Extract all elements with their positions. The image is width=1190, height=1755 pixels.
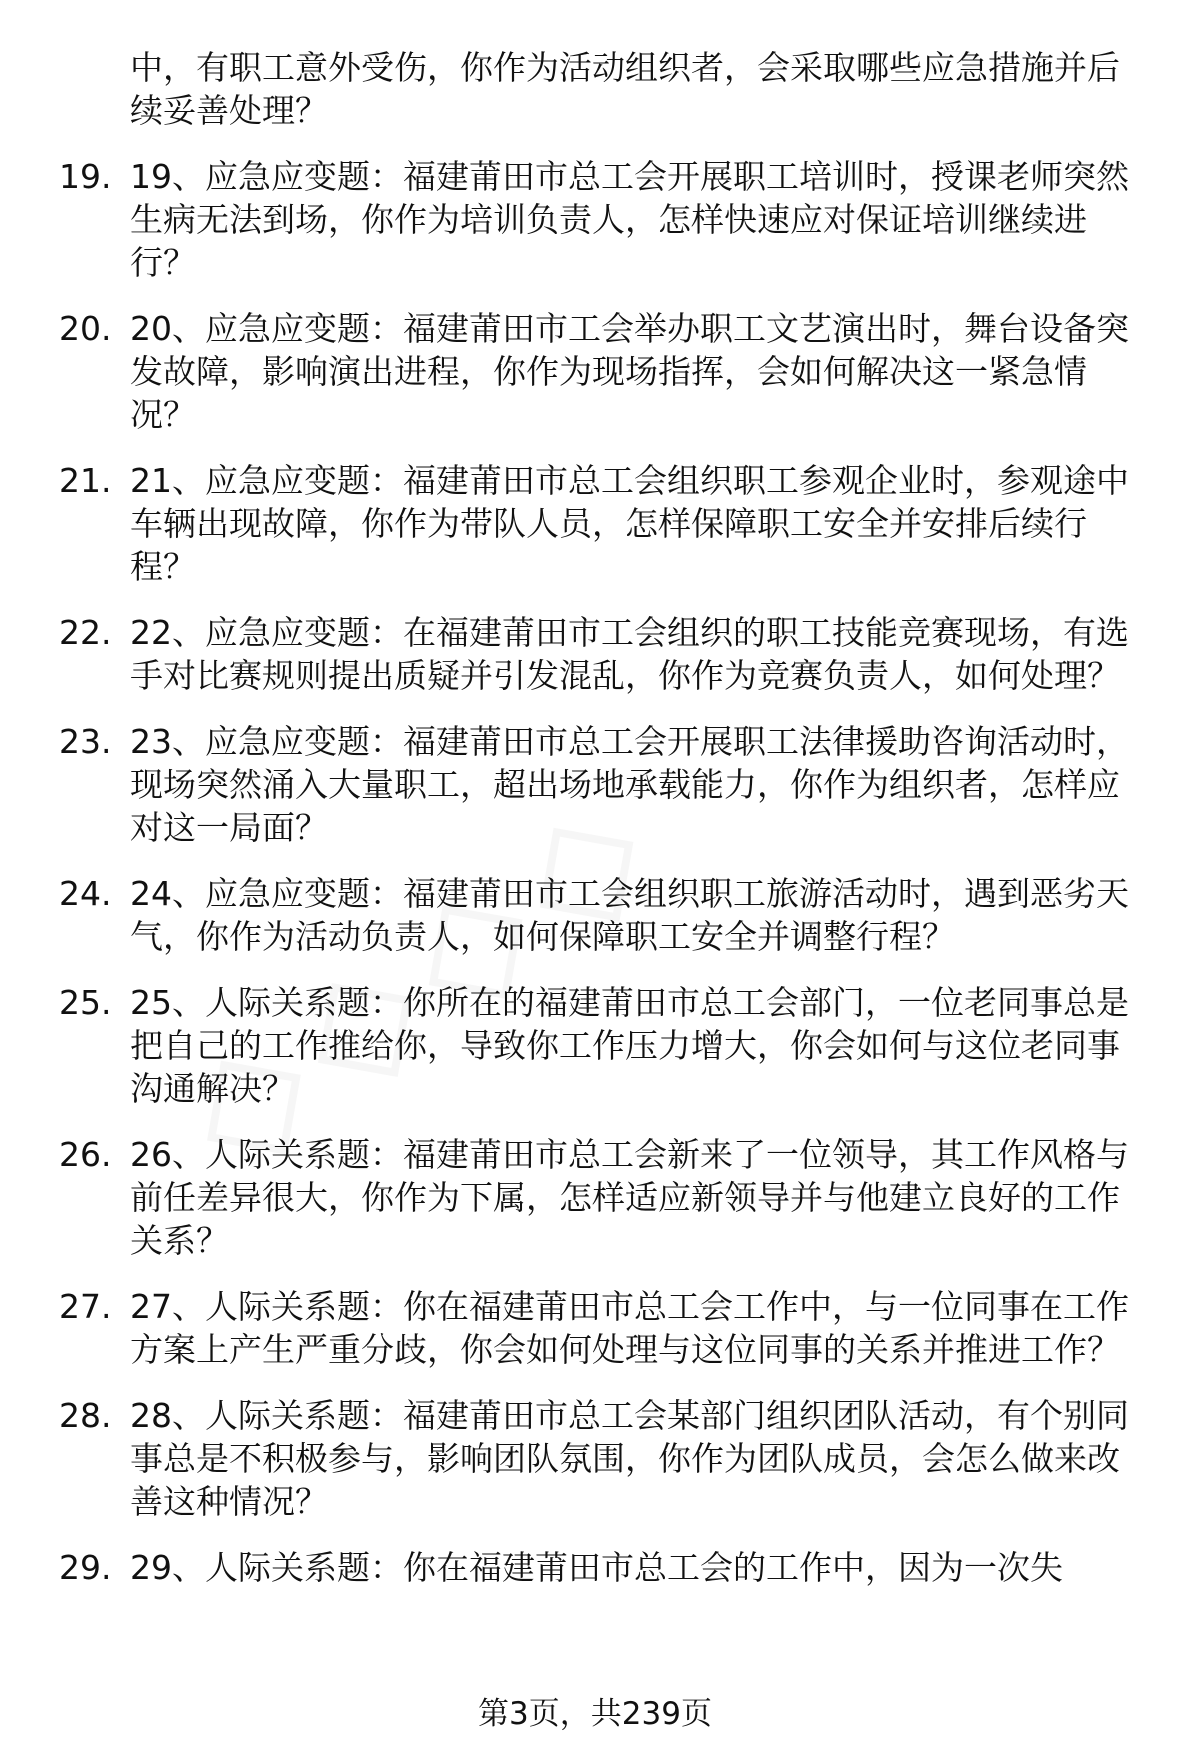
item-text: 22、应急应变题：在福建莆田市工会组织的职工技能竞赛现场，有选手对比赛规则提出质疑并引发混乱，你作为竞赛负责人，如何处理？ (130, 613, 1129, 695)
list-item (59, 1546, 1150, 1589)
item-text: 26、人际关系题：福建莆田市总工会新来了一位领导，其工作风格与前任差异很大，你作为下属，怎样适应新领导并与他建立良好的工作关系？ (130, 1135, 1129, 1260)
item-text: 24、应急应变题：福建莆田市工会组织职工旅游活动时，遇到恶劣天气，你作为活动负责人，如何保障职工安全并调整行程？ (130, 874, 1129, 956)
list-item (59, 155, 1150, 284)
list-item (59, 611, 1150, 697)
list-item (59, 307, 1150, 436)
list-item (59, 459, 1150, 588)
item-number: 23. (59, 722, 112, 761)
list-item (59, 981, 1150, 1110)
item-text: 25、人际关系题：你所在的福建莆田市总工会部门，一位老同事总是把自己的工作推给你，导致你工作压力增大，你会如何与这位老同事沟通解决？ (130, 983, 1129, 1108)
list-item (59, 720, 1150, 849)
list-item (59, 1394, 1150, 1523)
item-number: 26. (59, 1135, 112, 1174)
item-text: 28、人际关系题：福建莆田市总工会某部门组织团队活动，有个别同事总是不积极参与，影响团队氛围，你作为团队成员，会怎么做来改善这种情况？ (130, 1396, 1129, 1521)
page-footer: 第3页，共239页 (478, 1696, 712, 1732)
item-number: 21. (59, 461, 112, 500)
item-number: 25. (59, 983, 112, 1022)
list-item (59, 1285, 1150, 1371)
item-number: 22. (59, 613, 112, 652)
item-number: 19. (59, 157, 112, 196)
item-number: 27. (59, 1287, 112, 1326)
item-text: 29、人际关系题：你在福建莆田市总工会的工作中，因为一次失 (130, 1548, 1063, 1587)
item-text: 19、应急应变题：福建莆田市总工会开展职工培训时，授课老师突然生病无法到场，你作为培训负责人，怎样快速应对保证培训继续进行？ (130, 157, 1129, 282)
item-text: 23、应急应变题：福建莆田市总工会开展职工法律援助咨询活动时，现场突然涌入大量职工，超出场地承载能力，你作为组织者，怎样应对这一局面？ (130, 722, 1129, 847)
item-text: 21、应急应变题：福建莆田市总工会组织职工参观企业时，参观途中车辆出现故障，你作为带队人员，怎样保障职工安全并安排后续行程？ (130, 461, 1129, 586)
continuation-text: 中，有职工意外受伤，你作为活动组织者，会采取哪些应急措施并后续妥善处理？ (130, 48, 1120, 130)
item-number: 20. (59, 309, 112, 348)
question-list (0, 46, 1190, 1612)
item-number: 29. (59, 1548, 112, 1587)
item-text: 27、人际关系题：你在福建莆田市总工会工作中，与一位同事在工作方案上产生严重分歧，你会如何处理与这位同事的关系并推进工作？ (130, 1287, 1129, 1369)
item-number: 28. (59, 1396, 112, 1435)
list-item (59, 872, 1150, 958)
list-item (59, 1133, 1150, 1262)
item-text: 20、应急应变题：福建莆田市工会举办职工文艺演出时，舞台设备突发故障，影响演出进程，你作为现场指挥，会如何解决这一紧急情况？ (130, 309, 1129, 434)
item-number: 24. (59, 874, 112, 913)
